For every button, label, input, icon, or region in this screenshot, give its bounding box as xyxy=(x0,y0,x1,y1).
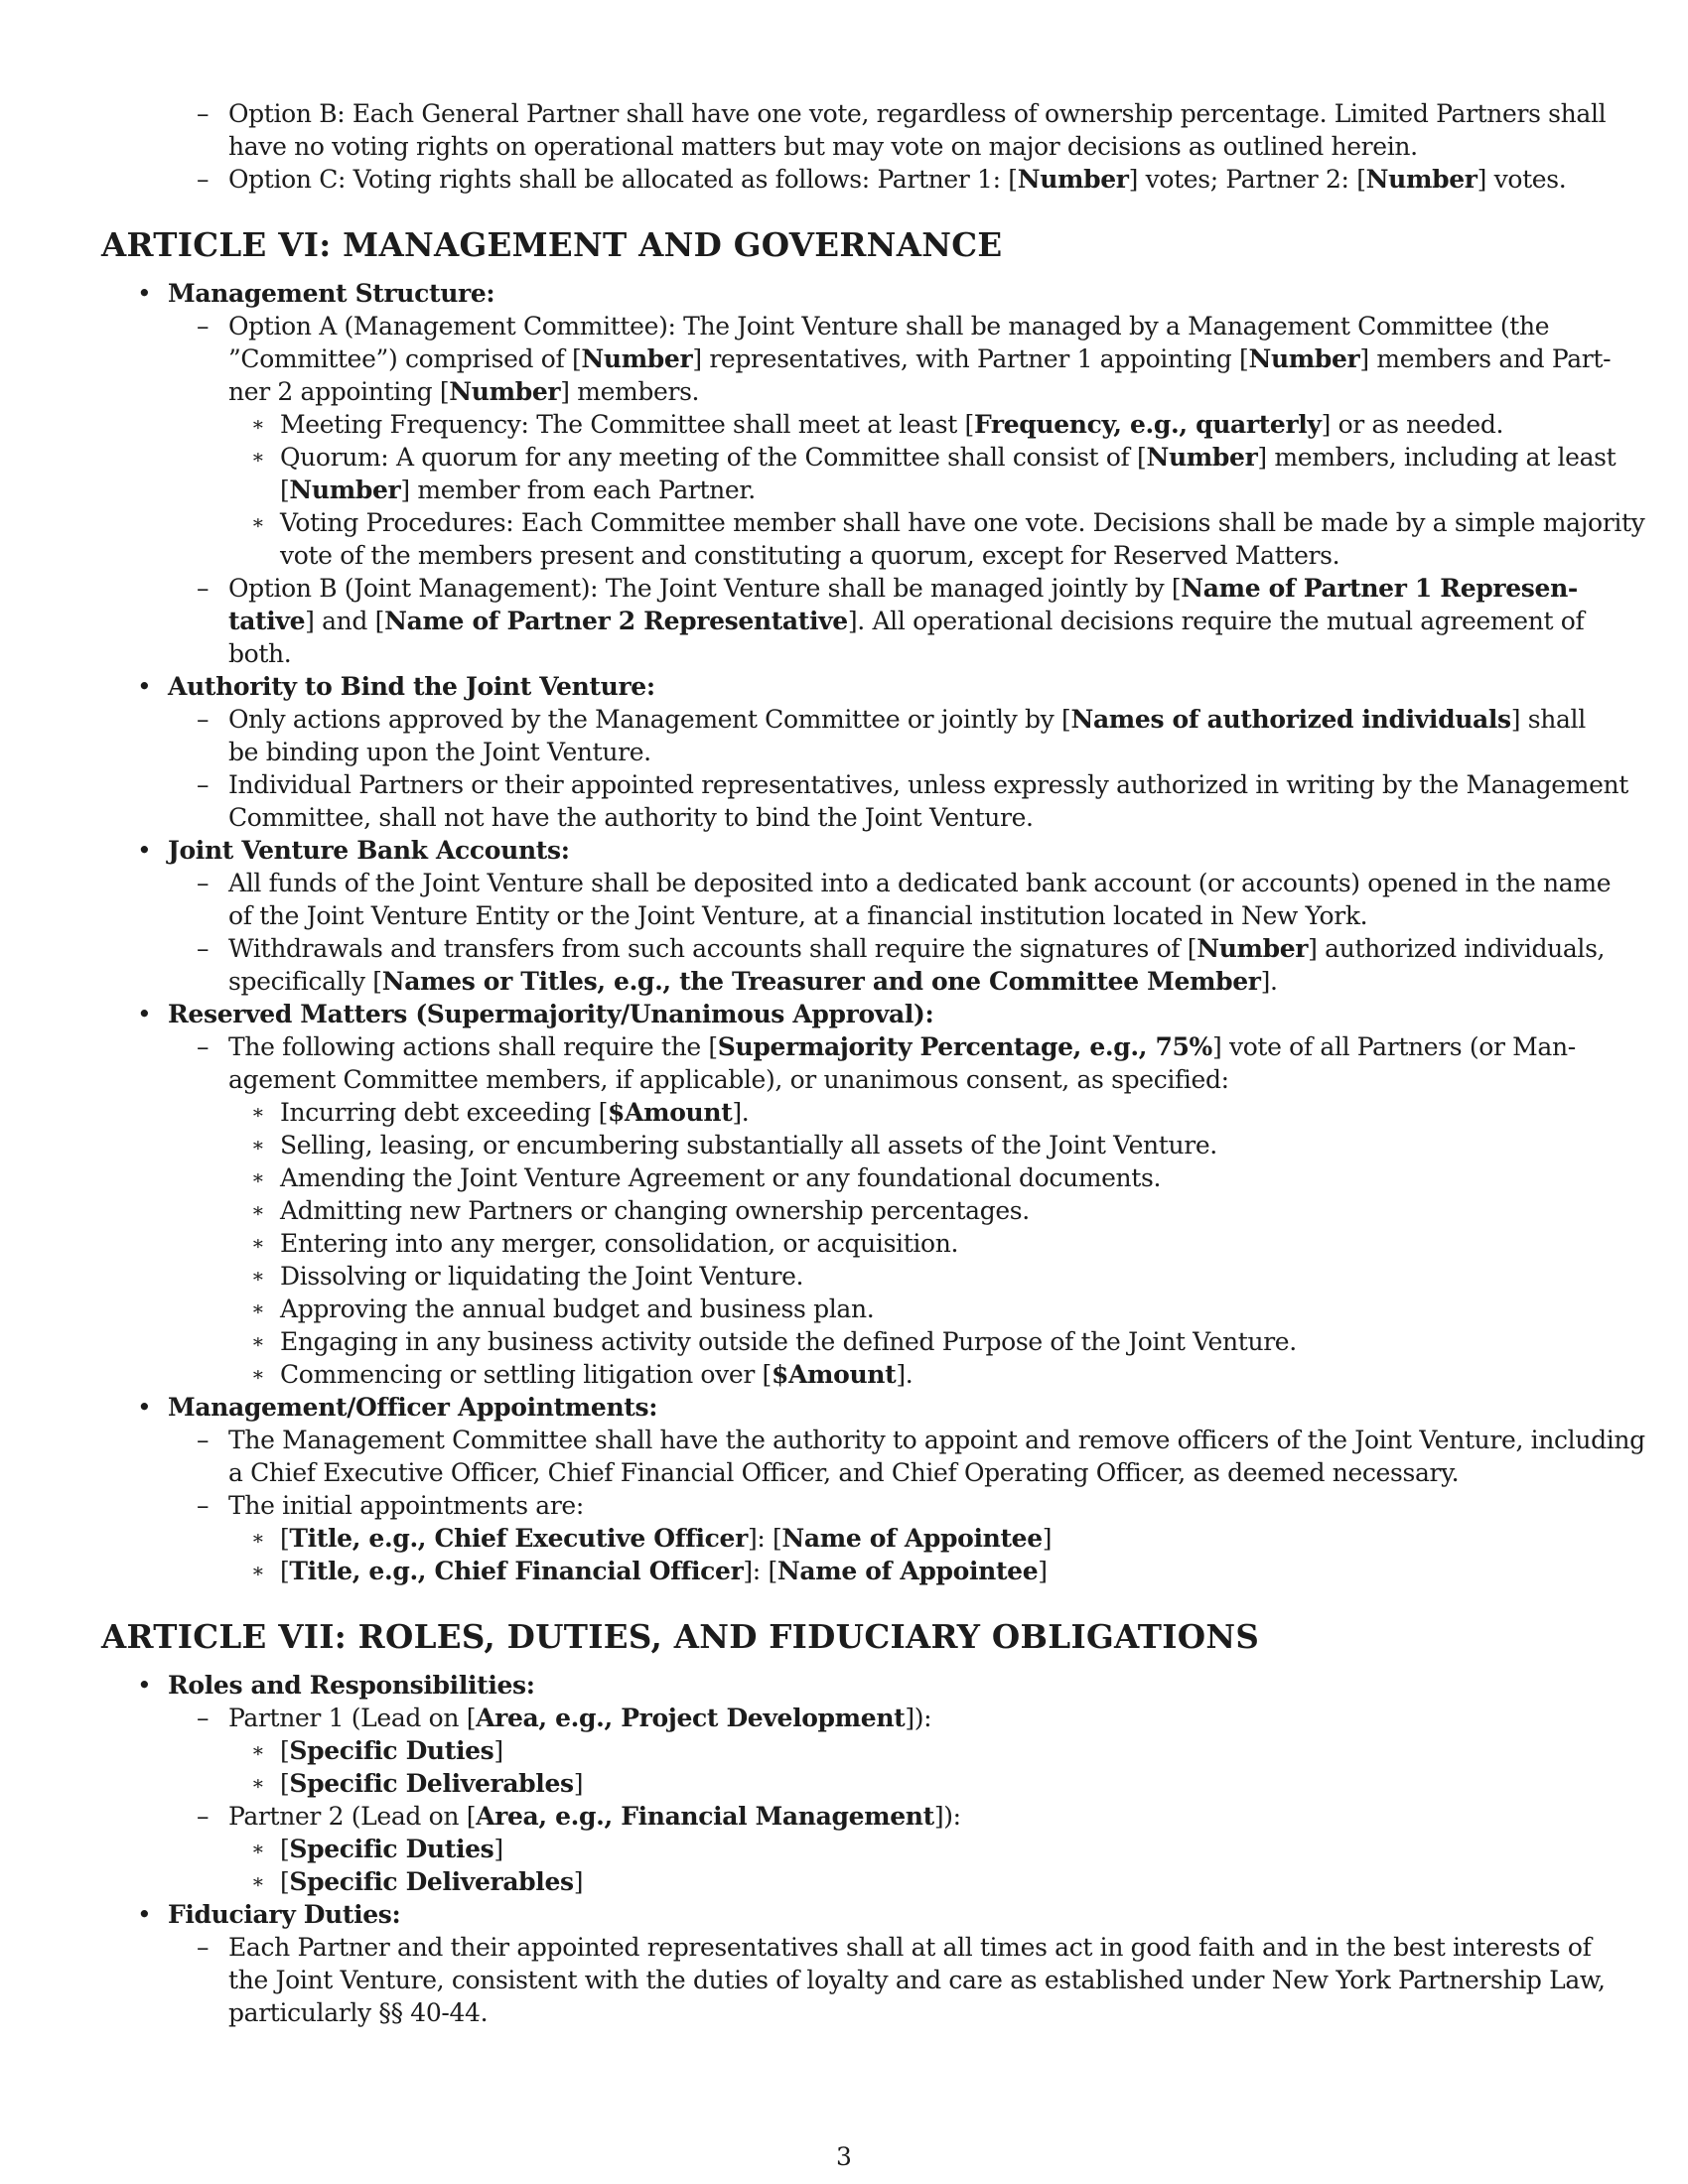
bullet-bank-accounts: • Joint Venture Bank Accounts: xyxy=(137,836,570,865)
document-body xyxy=(101,97,1645,2029)
asterisk-marker: ∗ xyxy=(251,1100,265,1124)
reserved-item: ∗ Amending the Joint Venture Agreement or any foundational documents. xyxy=(251,1163,1162,1192)
bullet-marker: • xyxy=(137,1393,152,1422)
bullet-marker: • xyxy=(137,279,152,308)
dash-marker: – xyxy=(197,934,210,963)
quorum-item: ∗ Quorum: A quorum for any meeting of the Committee shall consist of [Number] members, including at least [Number] member from each Partner. xyxy=(251,443,1617,504)
asterisk-marker: ∗ xyxy=(251,1362,265,1386)
dash-marker: – xyxy=(197,312,210,341)
bullet-roles-responsibilities: • Roles and Responsibilities: xyxy=(137,1671,535,1700)
reserved-item-litigation: ∗ Commencing or settling litigation over [$Amount]. xyxy=(251,1360,914,1389)
partner-1-deliverables: ∗ [Specific Deliverables] xyxy=(251,1769,584,1798)
dash-marker: – xyxy=(197,99,210,128)
dash-marker: – xyxy=(197,1933,210,1962)
asterisk-marker: ∗ xyxy=(251,1264,265,1288)
voting-option-c: – Option C: Voting rights shall be allocated as follows: Partner 1: [Number] votes; Partner 2: [Number] votes. xyxy=(197,165,1567,194)
asterisk-marker: ∗ xyxy=(251,1231,265,1255)
authority-item-2: – Individual Partners or their appointed representatives, unless expressly authorized in writing by the Management Committee, shall not have the authority to bind the Joint Venture. xyxy=(197,770,1628,832)
bullet-management-structure: • Management Structure: xyxy=(137,279,495,308)
partner-1-role: – Partner 1 (Lead on [Area, e.g., Project Development]): xyxy=(197,1704,932,1732)
asterisk-marker: ∗ xyxy=(251,1198,265,1222)
bullet-marker: • xyxy=(137,1000,152,1028)
dash-marker: – xyxy=(197,869,210,897)
asterisk-marker: ∗ xyxy=(251,1133,265,1157)
voting-option-b: – Option B: Each General Partner shall have one vote, regardless of ownership percentage. Limited Partners shall have no voting rights on operational matters but may vote on major decisions as outlined herein. xyxy=(197,99,1607,161)
asterisk-marker: ∗ xyxy=(251,1297,265,1320)
reserved-item: ∗ Approving the annual budget and business plan. xyxy=(251,1295,875,1323)
partner-1-duties: ∗ [Specific Duties] xyxy=(251,1736,503,1765)
reserved-item: ∗ Selling, leasing, or encumbering substantially all assets of the Joint Venture. xyxy=(251,1131,1217,1160)
bank-item-1: – All funds of the Joint Venture shall be deposited into a dedicated bank account (or accounts) opened in the name of the Joint Venture Entity or the Joint Venture, at a financial institution located in New York. xyxy=(197,869,1612,930)
voting-procedures-item: ∗ Voting Procedures: Each Committee member shall have one vote. Decisions shall be made by a simple majority vote of the members present and constituting a quorum, except for Reserved Matters. xyxy=(251,508,1645,570)
dash-marker: – xyxy=(197,705,210,734)
partner-2-duties: ∗ [Specific Duties] xyxy=(251,1835,503,1863)
dash-marker: – xyxy=(197,1491,210,1520)
partner-2-role: – Partner 2 (Lead on [Area, e.g., Financial Management]): xyxy=(197,1802,961,1831)
asterisk-marker: ∗ xyxy=(251,1329,265,1353)
option-a-management-committee: – Option A (Management Committee): The Joint Venture shall be managed by a Management Committee (the ”Committee”) comprised of [Number] representatives, with Partner 1 appointing [Number] members and Part- ner 2 appointing [Number] members. xyxy=(197,312,1612,406)
bullet-reserved-matters: • Reserved Matters (Supermajority/Unanimous Approval): xyxy=(137,1000,934,1028)
article-vi-heading: ARTICLE VI: MANAGEMENT AND GOVERNANCE xyxy=(101,225,1003,264)
dash-marker: – xyxy=(197,1802,210,1831)
appointment-ceo: ∗ [Title, e.g., Chief Executive Officer]: [Name of Appointee] xyxy=(251,1524,1053,1553)
officers-item-1: – The Management Committee shall have the authority to appoint and remove officers of the Joint Venture, including a Chief Executive Officer, Chief Financial Officer, and Chief Operating Officer, as deemed necessary. xyxy=(197,1426,1645,1487)
bullet-fiduciary-duties: • Fiduciary Duties: xyxy=(137,1900,401,1929)
asterisk-marker: ∗ xyxy=(251,1869,265,1893)
dash-marker: – xyxy=(197,1032,210,1061)
reserved-intro: – The following actions shall require the [Supermajority Percentage, e.g., 75%] vote of all Partners (or Man- agement Committee members, if applicable), or unanimous consent, as specified: xyxy=(197,1032,1576,1094)
bullet-marker: • xyxy=(137,836,152,865)
page-number: 3 xyxy=(836,2142,852,2171)
reserved-item: ∗ Admitting new Partners or changing ownership percentages. xyxy=(251,1196,1030,1225)
asterisk-marker: ∗ xyxy=(251,1771,265,1795)
asterisk-marker: ∗ xyxy=(251,1837,265,1860)
partner-2-deliverables: ∗ [Specific Deliverables] xyxy=(251,1867,584,1896)
bullet-authority-to-bind: • Authority to Bind the Joint Venture: xyxy=(137,672,655,701)
asterisk-marker: ∗ xyxy=(251,510,265,534)
dash-marker: – xyxy=(197,165,210,194)
dash-marker: – xyxy=(197,574,210,603)
reserved-item: ∗ Entering into any merger, consolidation, or acquisition. xyxy=(251,1229,959,1258)
asterisk-marker: ∗ xyxy=(251,445,265,469)
dash-marker: – xyxy=(197,770,210,799)
asterisk-marker: ∗ xyxy=(251,412,265,436)
bullet-officer-appointments: • Management/Officer Appointments: xyxy=(137,1393,658,1422)
reserved-item: ∗ Dissolving or liquidating the Joint Venture. xyxy=(251,1262,804,1291)
meeting-frequency-item: ∗ Meeting Frequency: The Committee shall meet at least [Frequency, e.g., quarterly] or as needed. xyxy=(251,410,1504,439)
asterisk-marker: ∗ xyxy=(251,1559,265,1582)
option-b-joint-management: – Option B (Joint Management): The Joint Venture shall be managed jointly by [Name of Partner 1 Represen- tative] and [Name of Partner 2 Representative]. All operational decisions require the mutual agreement of both. xyxy=(197,574,1585,668)
reserved-item-debt: ∗ Incurring debt exceeding [$Amount]. xyxy=(251,1098,750,1127)
asterisk-marker: ∗ xyxy=(251,1165,265,1189)
bullet-marker: • xyxy=(137,672,152,701)
bullet-marker: • xyxy=(137,1900,152,1929)
asterisk-marker: ∗ xyxy=(251,1738,265,1762)
reserved-item: ∗ Engaging in any business activity outside the defined Purpose of the Joint Venture. xyxy=(251,1327,1297,1356)
appointment-cfo: ∗ [Title, e.g., Chief Financial Officer]: [Name of Appointee] xyxy=(251,1557,1048,1585)
dash-marker: – xyxy=(197,1704,210,1732)
fiduciary-item: – Each Partner and their appointed representatives shall at all times act in good faith and in the best interests of the Joint Venture, consistent with the duties of loyalty and care as established under New York Partnership Law, particularly §§ 40-44. xyxy=(197,1933,1606,2027)
authority-item-1: – Only actions approved by the Management Committee or jointly by [Names of authorized individuals] shall be binding upon the Joint Venture. xyxy=(197,705,1586,766)
article-vii-heading: ARTICLE VII: ROLES, DUTIES, AND FIDUCIARY OBLIGATIONS xyxy=(101,1617,1260,1656)
bank-item-2: – Withdrawals and transfers from such accounts shall require the signatures of [Number] authorized individuals, specifically [Names or Titles, e.g., the Treasurer and one Committee Member]. xyxy=(197,934,1606,996)
dash-marker: – xyxy=(197,1426,210,1454)
bullet-marker: • xyxy=(137,1671,152,1700)
asterisk-marker: ∗ xyxy=(251,1526,265,1550)
officers-item-2: – The initial appointments are: xyxy=(197,1491,584,1520)
